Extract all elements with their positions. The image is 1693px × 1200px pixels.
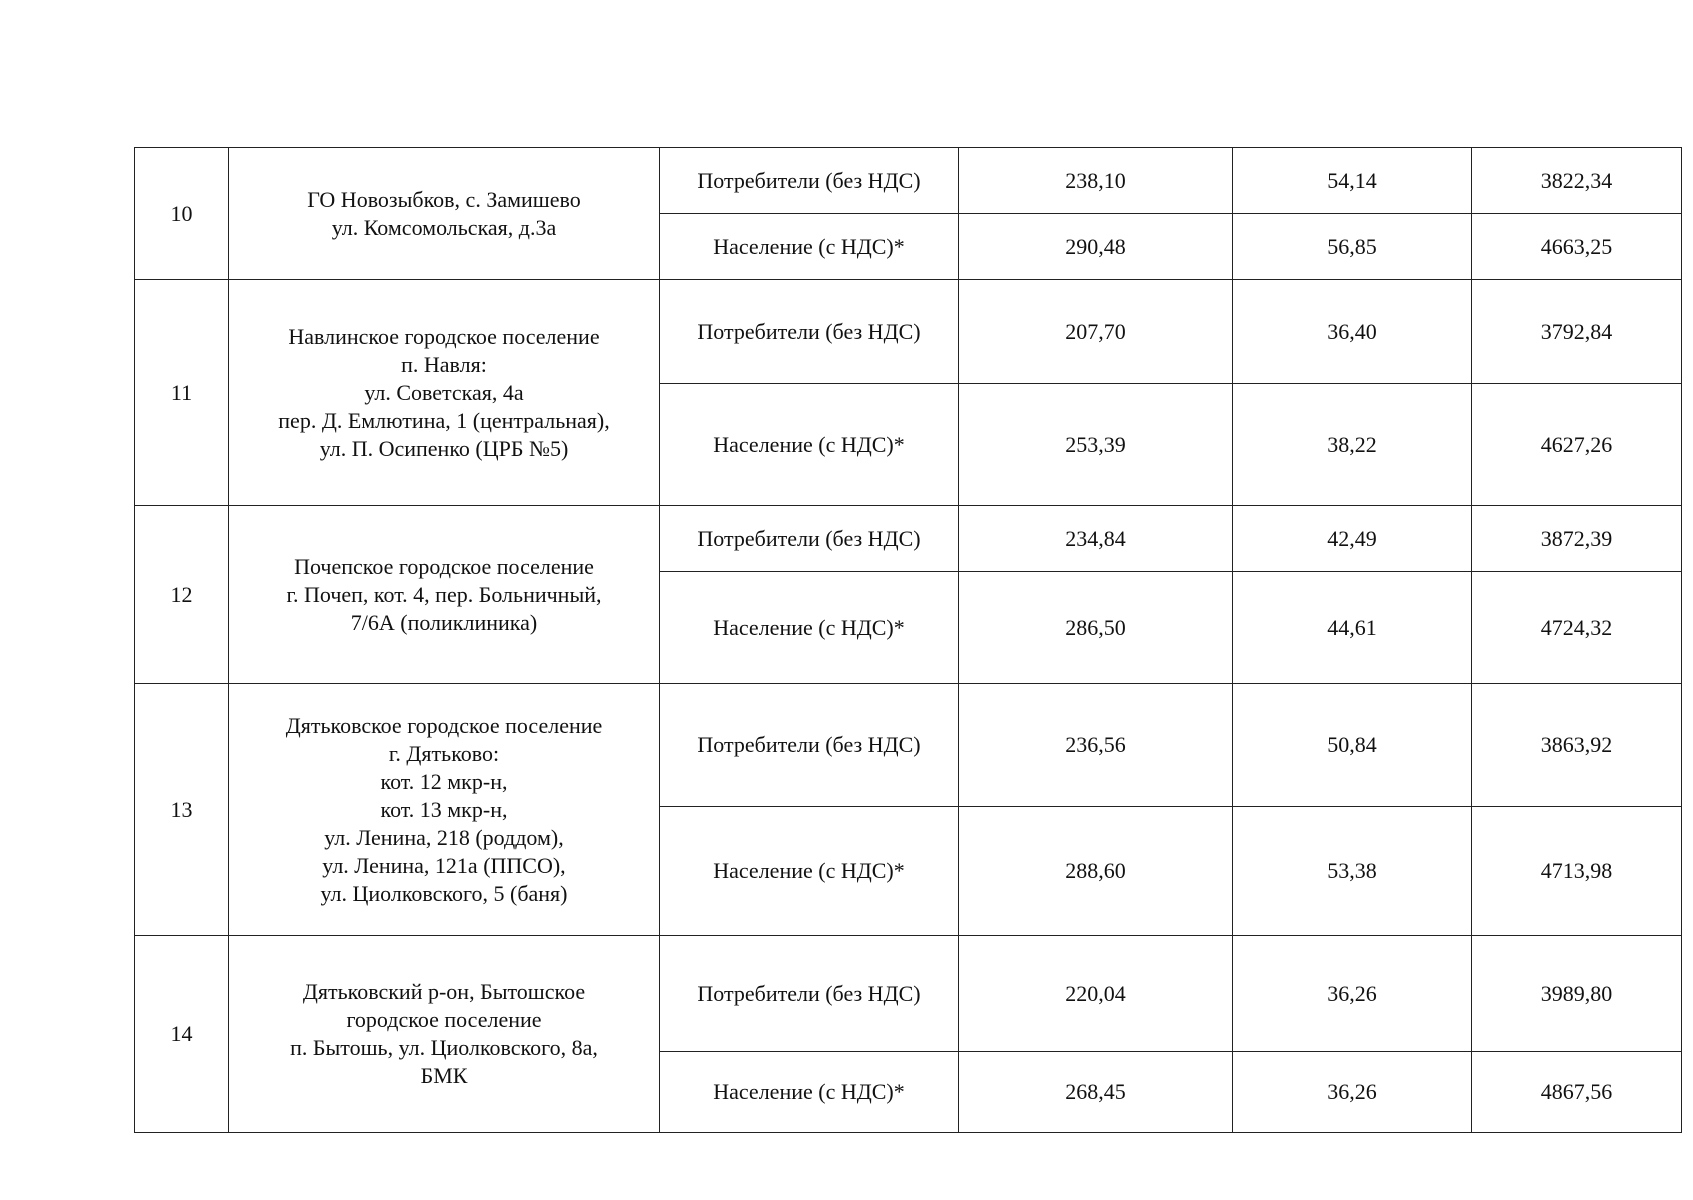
consumer-category: Население (с НДС)* xyxy=(660,384,959,506)
address-line: городское поселение xyxy=(346,1007,542,1032)
value-col-2: 38,22 xyxy=(1233,384,1472,506)
address-line: кот. 12 мкр-н, xyxy=(380,768,508,794)
table-row xyxy=(135,506,1682,572)
address-line: Навлинское городское поселение xyxy=(288,323,600,349)
table-row xyxy=(135,148,1682,214)
table-row xyxy=(135,684,1682,807)
address-line: ул. Ленина, 218 (роддом), xyxy=(324,824,564,850)
value-col-2: 53,38 xyxy=(1233,807,1472,936)
value-col-1: 253,39 xyxy=(959,384,1233,506)
value-col-1: 238,10 xyxy=(959,148,1233,214)
address-line: ул. Циолковского, 5 (баня) xyxy=(320,880,568,906)
consumer-category: Население (с НДС)* xyxy=(660,807,959,936)
address-cell xyxy=(229,148,660,280)
row-number: 11 xyxy=(135,280,229,506)
value-col-3: 4867,56 xyxy=(1472,1052,1682,1133)
value-col-3: 4627,26 xyxy=(1472,384,1682,506)
value-col-1: 286,50 xyxy=(959,572,1233,684)
consumer-category: Потребители (без НДС) xyxy=(660,936,959,1052)
value-col-1: 268,45 xyxy=(959,1052,1233,1133)
value-col-2: 36,40 xyxy=(1233,280,1472,384)
value-col-3: 3863,92 xyxy=(1472,684,1682,807)
value-col-3: 4713,98 xyxy=(1472,807,1682,936)
consumer-category: Потребители (без НДС) xyxy=(660,684,959,807)
value-col-1: 236,56 xyxy=(959,684,1233,807)
address-line: ул. Комсомольская, д.3а xyxy=(331,214,557,240)
address-line: п. Навля: xyxy=(401,351,487,377)
row-number: 14 xyxy=(135,936,229,1133)
address-cell xyxy=(229,936,660,1133)
address-line: 7/6А (поликлиника) xyxy=(350,609,538,635)
value-col-3: 3989,80 xyxy=(1472,936,1682,1052)
address-line: г. Дятьково: xyxy=(388,740,500,766)
table-row xyxy=(135,936,1682,1052)
value-col-2: 44,61 xyxy=(1233,572,1472,684)
value-col-3: 3792,84 xyxy=(1472,280,1682,384)
address-line: БМК xyxy=(420,1063,468,1088)
value-col-3: 3822,34 xyxy=(1472,148,1682,214)
value-col-1: 288,60 xyxy=(959,807,1233,936)
address-cell xyxy=(229,280,660,506)
table-row xyxy=(135,280,1682,384)
consumer-category: Население (с НДС)* xyxy=(660,572,959,684)
address-line: Дятьковское городское поселение xyxy=(285,712,603,738)
address-cell xyxy=(229,684,660,936)
consumer-category: Потребители (без НДС) xyxy=(660,506,959,572)
value-col-1: 207,70 xyxy=(959,280,1233,384)
address-line: Почепское городское поселение xyxy=(294,553,594,579)
consumer-category: Население (с НДС)* xyxy=(660,214,959,280)
consumer-category: Население (с НДС)* xyxy=(660,1052,959,1133)
value-col-3: 4663,25 xyxy=(1472,214,1682,280)
value-col-2: 36,26 xyxy=(1233,1052,1472,1133)
consumer-category: Потребители (без НДС) xyxy=(660,148,959,214)
address-line: ГО Новозыбков, с. Замишево xyxy=(307,186,581,212)
tariff-table-body xyxy=(135,148,1682,1133)
address-line: ул. П. Осипенко (ЦРБ №5) xyxy=(319,435,569,461)
address-line: Дятьковский р-он, Бытошское xyxy=(302,979,586,1004)
consumer-category: Потребители (без НДС) xyxy=(660,280,959,384)
value-col-1: 220,04 xyxy=(959,936,1233,1052)
value-col-2: 50,84 xyxy=(1233,684,1472,807)
value-col-3: 3872,39 xyxy=(1472,506,1682,572)
address-cell xyxy=(229,506,660,684)
value-col-2: 56,85 xyxy=(1233,214,1472,280)
address-line: ул. Советская, 4а xyxy=(364,379,524,405)
address-line: кот. 13 мкр-н, xyxy=(380,796,508,822)
value-col-1: 290,48 xyxy=(959,214,1233,280)
value-col-1: 234,84 xyxy=(959,506,1233,572)
value-col-2: 36,26 xyxy=(1233,936,1472,1052)
value-col-2: 42,49 xyxy=(1233,506,1472,572)
address-line: п. Бытошь, ул. Циолковского, 8а, xyxy=(290,1035,598,1060)
value-col-2: 54,14 xyxy=(1233,148,1472,214)
value-col-3: 4724,32 xyxy=(1472,572,1682,684)
address-line: пер. Д. Емлютина, 1 (центральная), xyxy=(278,407,610,433)
address-line: г. Почеп, кот. 4, пер. Больничный, xyxy=(286,581,602,607)
row-number: 12 xyxy=(135,506,229,684)
row-number: 10 xyxy=(135,148,229,280)
address-line: ул. Ленина, 121а (ППСО), xyxy=(322,852,566,878)
row-number: 13 xyxy=(135,684,229,936)
tariff-table xyxy=(134,147,1682,1133)
